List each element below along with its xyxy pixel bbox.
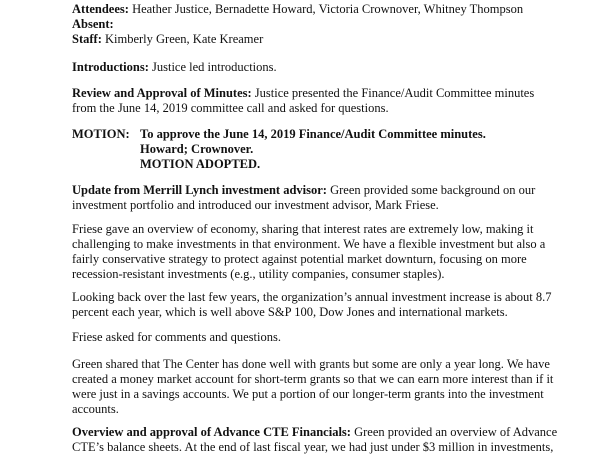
comments-paragraph: Friese asked for comments and questions. [72, 330, 281, 344]
introductions-paragraph: Introductions: Justice led introductions. [72, 60, 277, 74]
motion-body: To approve the June 14, 2019 Finance/Audit Committee minutes. Howard; Crownover. MOTION ADOPTED. [140, 127, 486, 171]
returns-paragraph: Looking back over the last few years, the organization’s annual investment increase is about 8.7 percent each year, which is well above S&P 100, Dow Jones and international markets. [72, 290, 552, 319]
grants-paragraph: Green shared that The Center has done well with grants but some are only a year long. We have created a money market account for short-term grants so that we can earn more interest than if it were just in a savings accounts. We put a portion of our longer-term grants into the investment accounts. [72, 357, 554, 416]
merrill-lynch-paragraph: Update from Merrill Lynch investment advisor: Green provided some background on our investment portfolio and introduced our investment advisor, Mark Friese. [72, 183, 536, 212]
advance-cte-paragraph: Overview and approval of Advance CTE Financials: Green provided an overview of Advance CTE’s balance sheets. At the end of last fiscal year, we had just under $3 million in investments, [72, 425, 558, 454]
attendance-block [72, 2, 592, 47]
review-minutes-paragraph: Review and Approval of Minutes: Justice presented the Finance/Audit Committee minutes from the June 14, 2019 committee call and asked for questions. [72, 86, 535, 115]
motion-label: MOTION: [72, 127, 130, 141]
attendees-line: Attendees: Heather Justice, Bernadette Howard, Victoria Crownover, Whitney Thompson [72, 2, 524, 16]
economy-paragraph: Friese gave an overview of economy, sharing that interest rates are extremely low, making it challenging to make investments in that environment. We have a flexible investment but also a fairly conservative strategy to protect against potential market downturn, focusing on more recession-resistant investments (e.g., utility companies, consumer staples). [72, 222, 546, 281]
absent-line: Absent: [72, 17, 114, 31]
staff-line: Staff: Kimberly Green, Kate Kreamer [72, 32, 264, 46]
